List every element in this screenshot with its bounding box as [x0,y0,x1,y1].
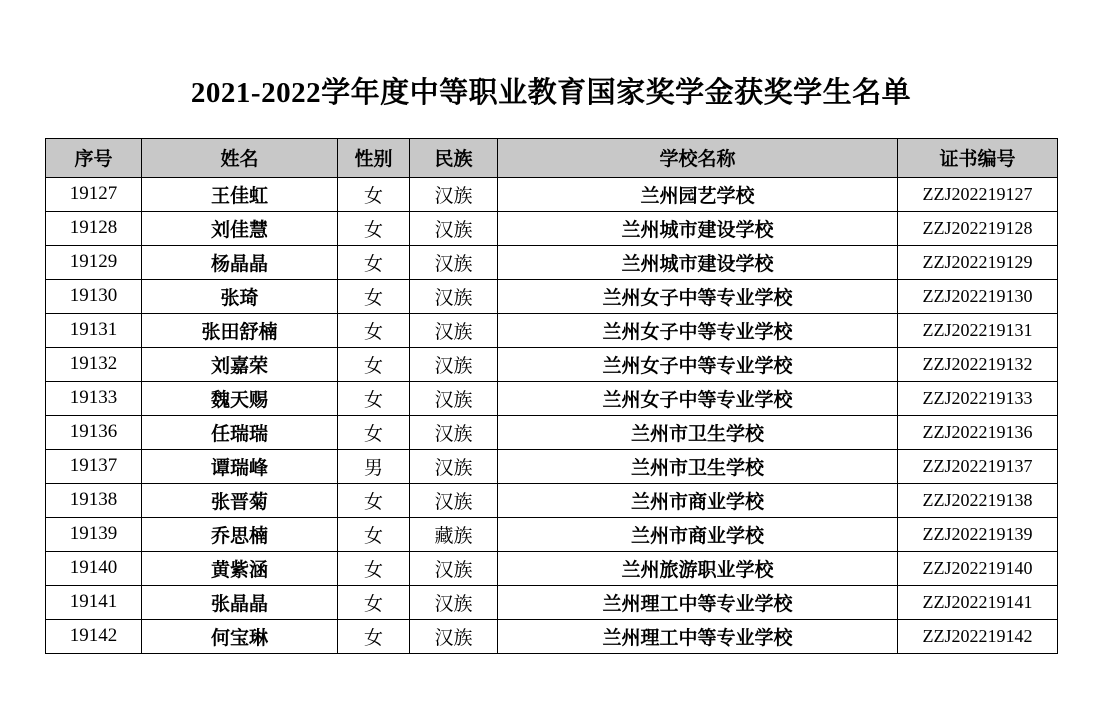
cell-cert: ZZJ202219129 [898,245,1058,279]
column-header-name: 姓名 [142,138,338,177]
cell-gender: 女 [338,279,410,313]
cell-school: 兰州理工中等专业学校 [498,585,898,619]
column-header-gender: 性别 [338,138,410,177]
table-row [46,211,1058,245]
cell-ethnicity: 汉族 [410,449,498,483]
cell-ethnicity: 汉族 [410,619,498,653]
cell-no: 19127 [46,177,142,211]
cell-gender: 女 [338,177,410,211]
table-row [46,279,1058,313]
table-row [46,245,1058,279]
cell-name: 张晋菊 [142,483,338,517]
cell-ethnicity: 汉族 [410,585,498,619]
cell-school: 兰州女子中等专业学校 [498,347,898,381]
cell-cert: ZZJ202219136 [898,415,1058,449]
cell-gender: 女 [338,517,410,551]
cell-cert: ZZJ202219138 [898,483,1058,517]
cell-ethnicity: 汉族 [410,415,498,449]
table-row [46,415,1058,449]
cell-ethnicity: 汉族 [410,381,498,415]
cell-ethnicity: 汉族 [410,211,498,245]
cell-cert: ZZJ202219133 [898,381,1058,415]
cell-gender: 女 [338,381,410,415]
cell-school: 兰州旅游职业学校 [498,551,898,585]
cell-school: 兰州园艺学校 [498,177,898,211]
cell-school: 兰州城市建设学校 [498,211,898,245]
cell-name: 谭瑞峰 [142,449,338,483]
cell-gender: 女 [338,211,410,245]
cell-cert: ZZJ202219131 [898,313,1058,347]
cell-no: 19130 [46,279,142,313]
table-row [46,483,1058,517]
cell-school: 兰州女子中等专业学校 [498,313,898,347]
table-row [46,517,1058,551]
column-header-cert: 证书编号 [898,138,1058,177]
cell-name: 魏天赐 [142,381,338,415]
cell-school: 兰州女子中等专业学校 [498,279,898,313]
cell-ethnicity: 汉族 [410,177,498,211]
cell-no: 19138 [46,483,142,517]
cell-no: 19128 [46,211,142,245]
table-row [46,381,1058,415]
cell-school: 兰州理工中等专业学校 [498,619,898,653]
cell-name: 王佳虹 [142,177,338,211]
cell-no: 19142 [46,619,142,653]
cell-name: 张田舒楠 [142,313,338,347]
cell-ethnicity: 汉族 [410,313,498,347]
cell-gender: 女 [338,347,410,381]
cell-gender: 女 [338,585,410,619]
cell-name: 任瑞瑞 [142,415,338,449]
cell-no: 19129 [46,245,142,279]
cell-name: 何宝琳 [142,619,338,653]
cell-no: 19137 [46,449,142,483]
cell-no: 19133 [46,381,142,415]
column-header-no: 序号 [46,138,142,177]
cell-no: 19131 [46,313,142,347]
cell-cert: ZZJ202219132 [898,347,1058,381]
cell-cert: ZZJ202219141 [898,585,1058,619]
cell-name: 张琦 [142,279,338,313]
cell-name: 杨晶晶 [142,245,338,279]
cell-cert: ZZJ202219137 [898,449,1058,483]
cell-no: 19136 [46,415,142,449]
cell-school: 兰州女子中等专业学校 [498,381,898,415]
cell-gender: 女 [338,415,410,449]
table-body [46,177,1058,653]
roster-table [45,138,1058,654]
cell-name: 张晶晶 [142,585,338,619]
table-row [46,449,1058,483]
cell-cert: ZZJ202219139 [898,517,1058,551]
cell-no: 19132 [46,347,142,381]
table-row [46,551,1058,585]
cell-ethnicity: 藏族 [410,517,498,551]
table-row [46,619,1058,653]
cell-no: 19139 [46,517,142,551]
cell-gender: 男 [338,449,410,483]
cell-gender: 女 [338,551,410,585]
table-header-row [46,138,1058,177]
cell-gender: 女 [338,619,410,653]
cell-name: 刘嘉荣 [142,347,338,381]
cell-ethnicity: 汉族 [410,245,498,279]
cell-school: 兰州市卫生学校 [498,415,898,449]
cell-cert: ZZJ202219130 [898,279,1058,313]
cell-name: 刘佳慧 [142,211,338,245]
column-header-school: 学校名称 [498,138,898,177]
cell-ethnicity: 汉族 [410,347,498,381]
page-title: 2021-2022学年度中等职业教育国家奖学金获奖学生名单 [190,77,912,109]
table-row [46,177,1058,211]
cell-school: 兰州市卫生学校 [498,449,898,483]
cell-cert: ZZJ202219140 [898,551,1058,585]
cell-school: 兰州市商业学校 [498,483,898,517]
cell-school: 兰州市商业学校 [498,517,898,551]
table-row [46,347,1058,381]
cell-cert: ZZJ202219127 [898,177,1058,211]
cell-no: 19141 [46,585,142,619]
table-row [46,313,1058,347]
column-header-ethnicity: 民族 [410,138,498,177]
cell-ethnicity: 汉族 [410,551,498,585]
cell-gender: 女 [338,313,410,347]
cell-gender: 女 [338,483,410,517]
cell-cert: ZZJ202219128 [898,211,1058,245]
cell-no: 19140 [46,551,142,585]
roster-table-container [45,138,1057,654]
cell-ethnicity: 汉族 [410,279,498,313]
cell-cert: ZZJ202219142 [898,619,1058,653]
cell-ethnicity: 汉族 [410,483,498,517]
cell-name: 乔思楠 [142,517,338,551]
table-row [46,585,1058,619]
cell-gender: 女 [338,245,410,279]
cell-name: 黄紫涵 [142,551,338,585]
cell-school: 兰州城市建设学校 [498,245,898,279]
table-header [46,138,1058,177]
